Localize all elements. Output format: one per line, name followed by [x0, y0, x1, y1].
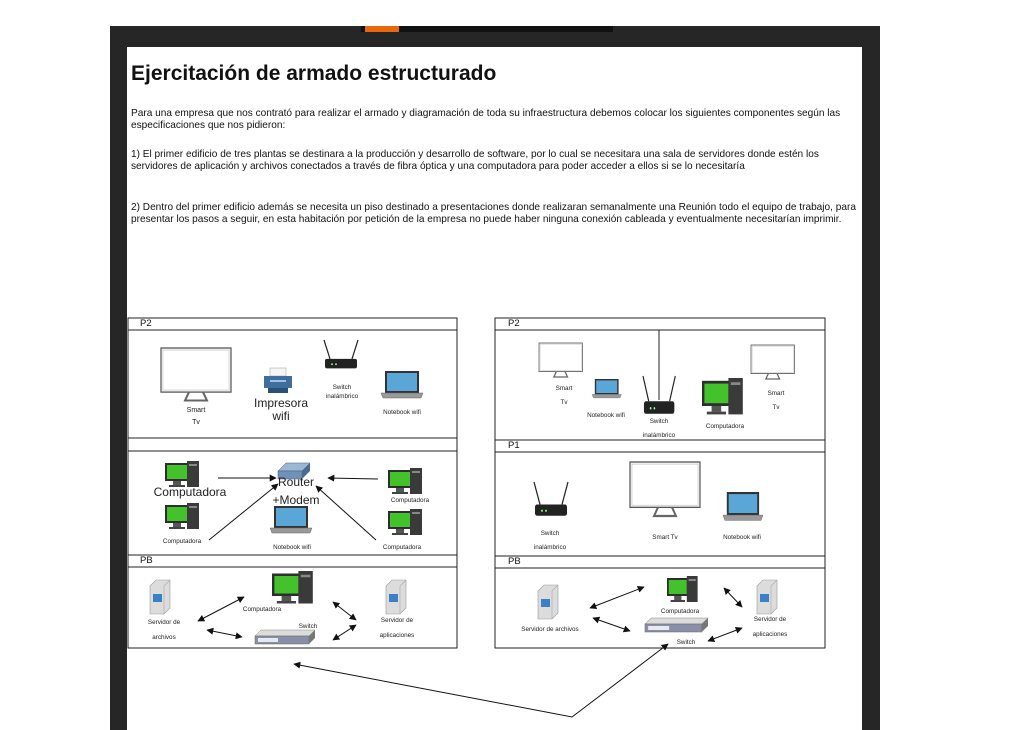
left-pb-computer-label: Computadora: [242, 606, 282, 613]
right-pb-computer-label: Computadora: [660, 608, 700, 615]
page-title: Ejercitación de armado estructurado: [131, 62, 497, 85]
inter-building-link: [294, 644, 668, 717]
right-p2-computer-label: Computadora: [705, 423, 745, 430]
left-pb-computer-icon: [272, 571, 313, 604]
left-pb-app-server-label: Servidor de aplicaciones: [379, 617, 415, 639]
left-pb-app-server-icon: [386, 580, 406, 614]
left-p2-printer-label: Impresora wifi: [253, 396, 309, 423]
requirement-1-paragraph: 1) El primer edificio de tres plantas se destinara a la producción y desarrollo de software, por lo cual se necesitara una sala de servidores donde estén los servidores de aplicación y archivos conectados a través de fibra óptica y una computadora para poder acceder a ellos si se lo necesitaría: [131, 149, 819, 173]
left-p2-wireless-switch-icon: [324, 340, 358, 368]
requirement-2-paragraph: 2) Dentro del primer edificio además se necesita un piso destinado a presentaciones donde realizaran semanalmente una Reunión todo el equipo de trabajo, para presentar los pasos a seguir, en esta habitación por petición de la empresa no puede haber ninguna conexión cableada y eventualmente necesitarían imprimir.: [131, 202, 856, 226]
left-p1-notebook-icon: [270, 506, 312, 533]
left-p1-computer-bl-icon: [165, 503, 199, 529]
right-p1-smart-tv-label: Smart Tv: [652, 534, 678, 541]
right-p1-wireless-switch-icon: [534, 482, 568, 516]
right-pb-app-server-icon: [757, 580, 777, 614]
left-floor-pb-label: PB: [140, 555, 153, 566]
left-pb-file-server-icon: [150, 580, 170, 614]
right-p1-smart-tv-icon: [630, 462, 700, 516]
right-p2-computer-icon: [702, 378, 743, 414]
right-p2-notebook-label: Notebook wifi: [587, 412, 625, 419]
right-pb-switch-label: Switch: [676, 639, 696, 646]
right-floor-p1-label: P1: [508, 440, 520, 451]
right-floor-pb-label: PB: [508, 556, 521, 567]
intro-paragraph: Para una empresa que nos contrató para realizar el armado y diagramación de toda su infraestructura debemos colocar los siguientes componentes según las especificaciones que nos pidieron:: [131, 108, 841, 132]
left-p2-printer-icon: [264, 368, 292, 393]
right-floor-p2-label: P2: [508, 318, 520, 329]
right-p1-notebook-icon: [723, 492, 763, 520]
left-pb-switch-icon: [255, 630, 315, 644]
left-p2-smart-tv-icon: [161, 348, 231, 401]
left-p1-computer-br-label: Computadora: [382, 544, 422, 551]
left-pb-switch-label: Switch: [298, 623, 318, 630]
left-p2-switch-label: Switch inalámbrico: [325, 384, 359, 400]
left-floor-p2-label: P2: [140, 318, 152, 329]
left-p1-notebook-label: Notebook wifi: [273, 544, 311, 551]
left-p1-computer-tl-icon: [165, 461, 199, 487]
right-p2-smart-tv-right-icon: [751, 345, 794, 379]
right-pb-file-server-icon: [538, 585, 558, 619]
right-p2-smart-tv-left-icon: [539, 343, 582, 377]
right-pb-switch-icon: [645, 618, 708, 632]
left-p2-notebook-label: Notebook wifi: [383, 409, 421, 416]
right-p2-notebook-icon: [592, 379, 621, 398]
right-p2-smart-tv-right-label: Smart Tv: [767, 390, 785, 411]
left-p2-notebook-icon: [381, 371, 423, 398]
left-p1-computer-br-icon: [388, 509, 422, 535]
left-p1-computer-bl-label: Computadora: [162, 538, 202, 545]
left-p1-computer-tl-label: Computadora: [153, 485, 227, 499]
right-p1-switch-label: Switch inalámbrico: [533, 530, 567, 551]
left-pb-file-server-label: Servidor de archivos: [147, 619, 181, 641]
left-p1-router-label: Router +Modem: [272, 475, 320, 507]
left-p1-computer-tr-icon: [388, 468, 422, 494]
right-p1-notebook-label: Notebook wifi: [723, 534, 761, 541]
left-p1-computer-tr-label: Computadora: [390, 497, 430, 504]
right-pb-app-server-label: Servidor de aplicaciones: [752, 616, 788, 638]
right-p2-smart-tv-left-label: Smart Tv: [555, 385, 573, 406]
left-p2-smart-tv-label: Smart Tv: [186, 407, 206, 426]
right-p2-switch-label: Switch inalámbrico: [642, 418, 676, 439]
right-pb-computer-icon: [667, 576, 698, 602]
right-pb-file-server-label: Servidor de archivos: [521, 626, 579, 633]
